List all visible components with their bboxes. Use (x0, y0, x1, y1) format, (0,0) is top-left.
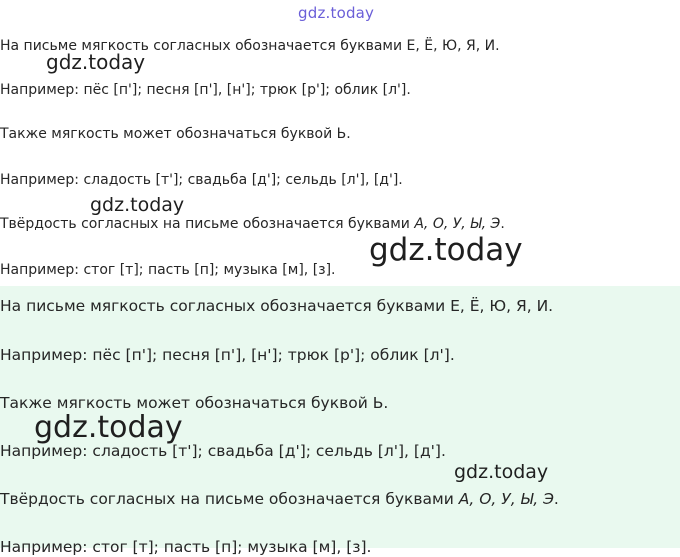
second-line-example-soft: Например: пёс [п']; песня [п'], [н']; трюк [р']; облик [л']. (0, 346, 455, 364)
first-line-hardness (0, 215, 505, 233)
first-line-example-soft-sign-text: Например: сладость [т']; свадьба [д']; сельдь [л'], [д']. (0, 172, 403, 188)
watermark-3: gdz.today (369, 232, 523, 268)
watermark-1: gdz.today (46, 50, 146, 74)
second-line-soft-sign: Также мягкость может обозначаться буквой Ь. (0, 394, 389, 412)
first-line-example-soft-sign (0, 171, 403, 189)
first-line-hardness-lead: Твёрдость согласных на письме обозначается буквами (0, 216, 415, 232)
top-watermark: gdz.today (298, 4, 375, 22)
second-line-example-soft-sign: Например: сладость [т']; свадьба [д']; сельдь [л'], [д']. (0, 442, 446, 460)
first-line-example-soft: Например: пёс [п']; песня [п'], [н']; трюк [р']; облик [л']. (0, 82, 411, 98)
second-line-hardness-letters: А, О, У, Ы, Э (458, 490, 554, 508)
watermark-5: gdz.today (454, 461, 549, 483)
watermark-4: gdz.today (34, 410, 183, 445)
watermark-2: gdz.today (90, 194, 185, 216)
first-line-hardness-end: . (500, 216, 505, 232)
second-line-hardness (0, 489, 559, 509)
second-line-hardness-end: . (553, 490, 559, 508)
first-line-hardness-letters: А, О, У, Ы, Э (414, 216, 501, 232)
first-line-example-hard: Например: стог [т]; пасть [п]; музыка [м], [з]. (0, 262, 336, 278)
first-line-softness: На письме мягкость согласных обозначается буквами Е, Ё, Ю, Я, И. (0, 38, 500, 54)
first-line-soft-sign: Также мягкость может обозначаться буквой Ь. (0, 126, 351, 142)
second-line-hardness-lead: Твёрдость согласных на письме обозначается буквами (0, 490, 459, 508)
second-line-softness: На письме мягкость согласных обозначается буквами Е, Ё, Ю, Я, И. (0, 297, 554, 315)
second-line-example-hard: Например: стог [т]; пасть [п]; музыка [м], [з]. (0, 538, 372, 556)
